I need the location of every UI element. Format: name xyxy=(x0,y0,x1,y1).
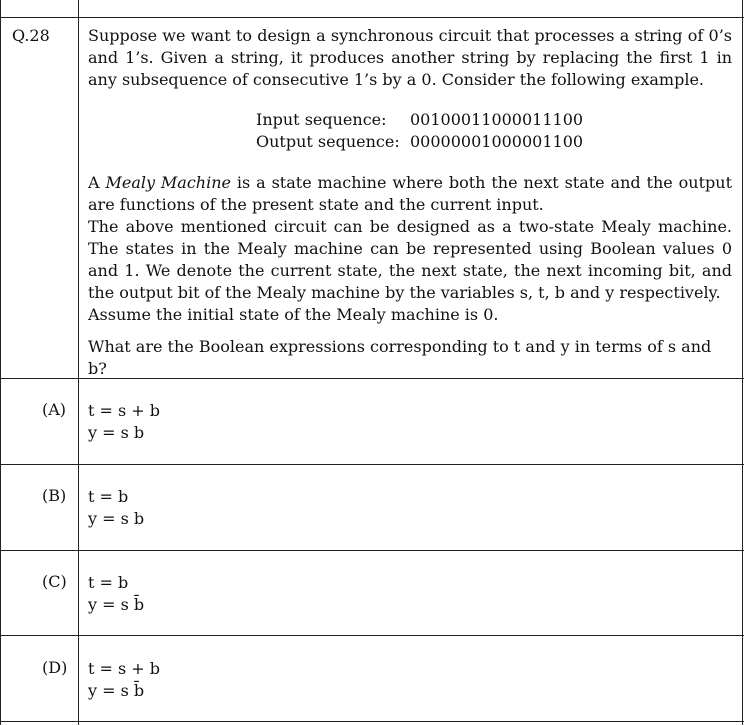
design-text: The above mentioned circuit can be designed as a two-state Mealy machine. The states in the Mealy machine can be represented using Boolean values 0 and 1. We denote the current state, the next state, the next incoming bit, and the output bit of the Mealy machine by the variables s, t, b and y respectively. xyxy=(88,217,732,302)
output-sequence-value: 00000001000001100 xyxy=(410,132,584,151)
option-d-y-expression: y = s b̄ xyxy=(88,681,145,700)
mealy-term: Mealy Machine xyxy=(105,173,231,192)
input-sequence-value: 00100011000011100 xyxy=(410,110,584,129)
input-sequence-row xyxy=(256,109,583,131)
mealy-description xyxy=(88,172,732,326)
option-b-t-expression: t = b xyxy=(88,487,129,506)
output-sequence-row xyxy=(256,131,583,153)
table-border-row3 xyxy=(0,550,744,551)
option-d-body[interactable] xyxy=(88,658,160,702)
table-border-left xyxy=(0,0,1,725)
table-border-row2 xyxy=(0,464,744,465)
table-border-right xyxy=(742,0,743,725)
option-b-label[interactable]: (B) xyxy=(42,486,67,505)
input-sequence-label: Input sequence: xyxy=(256,110,387,129)
option-b-y-expression: y = s b xyxy=(88,509,145,528)
mealy-definition-rest: is a state machine where both the next state and the output are functions of the present state and the current input. xyxy=(88,173,732,214)
option-b-body[interactable] xyxy=(88,486,144,530)
option-a-label[interactable]: (A) xyxy=(42,400,67,419)
option-d-label[interactable]: (D) xyxy=(42,658,68,677)
option-a-y-expression: y = s b xyxy=(88,423,145,442)
option-c-t-expression: t = b xyxy=(88,573,129,592)
question-number: Q.28 xyxy=(12,26,50,45)
mealy-definition: A Mealy Machine is a state machine where both the next state and the output are functions of the present state and the current input. xyxy=(88,173,732,214)
option-c-body[interactable] xyxy=(88,572,144,616)
option-a-t-expression: t = s + b xyxy=(88,401,161,420)
output-sequence-label: Output sequence: xyxy=(256,132,400,151)
table-border-bottom xyxy=(0,721,744,722)
question-prompt: What are the Boolean expressions corresponding to t and y in terms of s and b? xyxy=(88,337,712,378)
table-border-top xyxy=(0,17,744,18)
option-a-body[interactable] xyxy=(88,400,160,444)
question-intro xyxy=(88,25,732,91)
option-c-y-expression: y = s b̄ xyxy=(88,595,145,614)
option-c-label[interactable]: (C) xyxy=(42,572,67,591)
table-border-row4 xyxy=(0,635,744,636)
intro-text: Suppose we want to design a synchronous circuit that processes a string of 0’s and 1’s. Given a string, it produces another string by replacing the first 1 in any subsequence of consecutive 1’s by a 0. Consider the following example. xyxy=(88,26,732,89)
table-column-divider xyxy=(78,0,79,725)
option-d-t-expression: t = s + b xyxy=(88,659,161,678)
initial-state-text: Assume the initial state of the Mealy machine is 0. xyxy=(88,305,499,324)
